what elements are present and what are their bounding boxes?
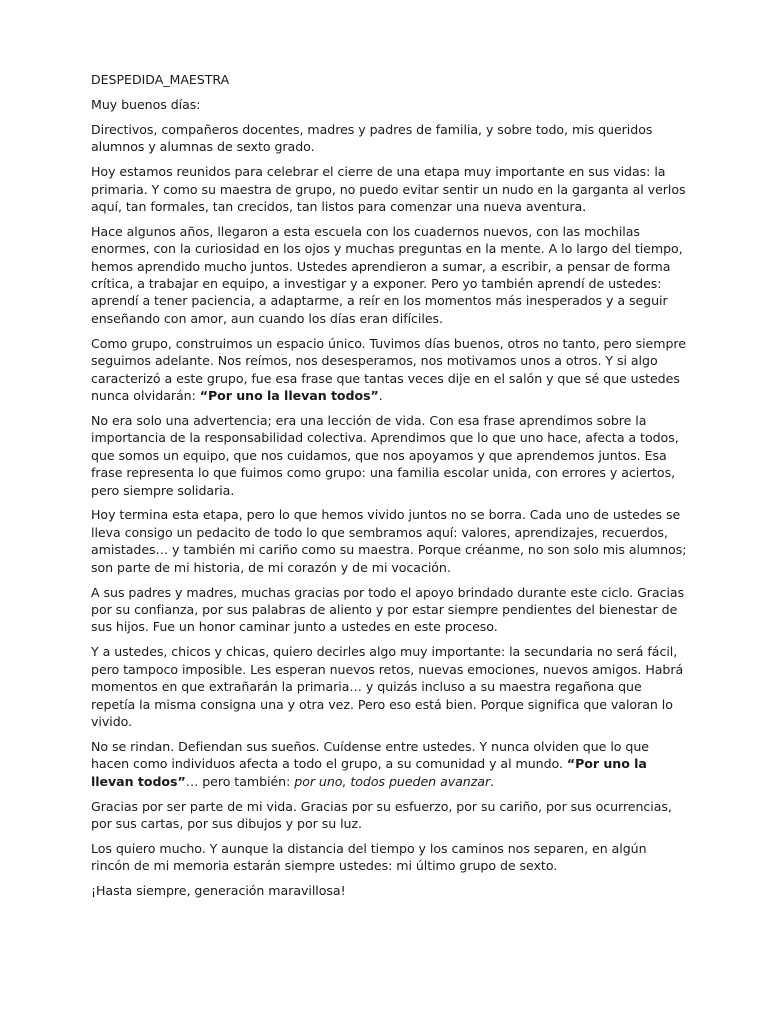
group-paragraph: [91, 335, 687, 405]
love-paragraph: Los quiero mucho. Y aunque la distancia del tiempo y los caminos nos separen, en algún rincón de mi memoria estarán siempre ustedes: mi último grupo de sexto.: [91, 840, 647, 874]
document-page: [91, 71, 687, 907]
final-end: .: [490, 773, 495, 789]
farewell-paragraph: ¡Hasta siempre, generación maravillosa!: [91, 883, 346, 899]
intro-paragraph: Hoy estamos reunidos para celebrar el cierre de una etapa muy importante en sus vidas: la primaria. Y como su maestra de grupo, no puedo evitar sentir un nudo en la garganta al verlos aquí, tan formales, tan crecidos, tan listos para comenzar una nueva aventura.: [91, 164, 686, 214]
final-quote: “Por uno la llevan todos”: [91, 756, 647, 789]
years-paragraph: Hace algunos años, llegaron a esta escuela con los cuadernos nuevos, con las mochilas enormes, con la curiosidad en los ojos y muchas preguntas en la mente. A lo largo del tiempo, hemos aprendido mucho juntos. Ustedes aprendieron a sumar, a escribir, a pensar de forma crítica, a trabajar en equipo, a investigar y a exponer. Pero yo también aprendí de ustedes: aprendí a tener paciencia, a adaptarme, a reír en los momentos más inesperados y a seguir enseñando con amor, aun cuando los días eran difíciles.: [91, 223, 683, 326]
group-end: .: [378, 388, 383, 403]
lesson-paragraph: No era solo una advertencia; era una lección de vida. Con esa frase aprendimos sobre la importancia de la responsabilidad colectiva. Aprendimos que lo que uno hace, afecta a todos, que somos un equipo, que nos cuidamos, que nos apoyamos y que aprendemos juntos. Esa frase representa lo que fuimos como grupo: una familia escolar unida, con errores y aciertos, pero siempre solidaria.: [91, 412, 679, 498]
parents-paragraph: A sus padres y madres, muchas gracias por todo el apoyo brindado durante este ciclo. Gracias por su confianza, por sus palabras de aliento y por estar siempre pendientes del bienestar de sus hijos. Fue un honor caminar junto a ustedes en este proceso.: [91, 584, 685, 635]
audience-paragraph: Directivos, compañeros docentes, madres y padres de familia, y sobre todo, mis queridos alumnos y alumnas de sexto grado.: [91, 121, 653, 155]
greeting-paragraph: Muy buenos días:: [91, 96, 201, 112]
group-quote: “Por uno la llevan todos”: [199, 388, 379, 403]
today-paragraph: Hoy termina esta etapa, pero lo que hemos vivido juntos no se borra. Cada uno de ustedes se lleva consigo un pedacito de todo lo que sembramos aquí: valores, aprendizajes, recuerdos, amistades… y también mi cariño como su maestra. Porque créanme, no son solo mis alumnos; son parte de mi historia, de mi corazón y de mi vocación.: [91, 507, 687, 575]
thanks-paragraph: Gracias por ser parte de mi vida. Gracias por su esfuerzo, por su cariño, por sus ocurrencias, por sus cartas, por sus dibujos y por su luz.: [91, 798, 672, 831]
final-text: No se rindan. Defiendan sus sueños. Cuídense entre ustedes. Y nunca olviden que lo que hacen como individuos afecta a todo el grupo, a su comunidad y al mundo.: [91, 738, 649, 772]
group-text: Como grupo, construimos un espacio único. Tuvimos días buenos, otros no tanto, pero siempre seguimos adelante. Nos reímos, nos desesperamos, nos motivamos unos a otros. Y si algo caracterizó a este grupo, fue esa frase que tantas veces dije en el salón y que sé que ustedes nunca olvidarán:: [91, 335, 686, 403]
final-italic: por uno, todos pueden avanzar: [294, 773, 491, 789]
final-paragraph: [91, 738, 687, 790]
final-mid: … pero también:: [185, 773, 295, 789]
document-title: DESPEDIDA_MAESTRA: [91, 72, 230, 87]
kids-paragraph: Y a ustedes, chicos y chicas, quiero decirles algo muy importante: la secundaria no será fácil, pero tampoco imposible. Les esperan nuevos retos, nuevas emociones, nuevos amigos. Habrá momentos en que extrañarán la primaria… y quizás incluso a su maestra regañona que repetía la misma consigna una y otra vez. Pero eso está bien. Porque significa que valoran lo vivido.: [91, 644, 684, 729]
